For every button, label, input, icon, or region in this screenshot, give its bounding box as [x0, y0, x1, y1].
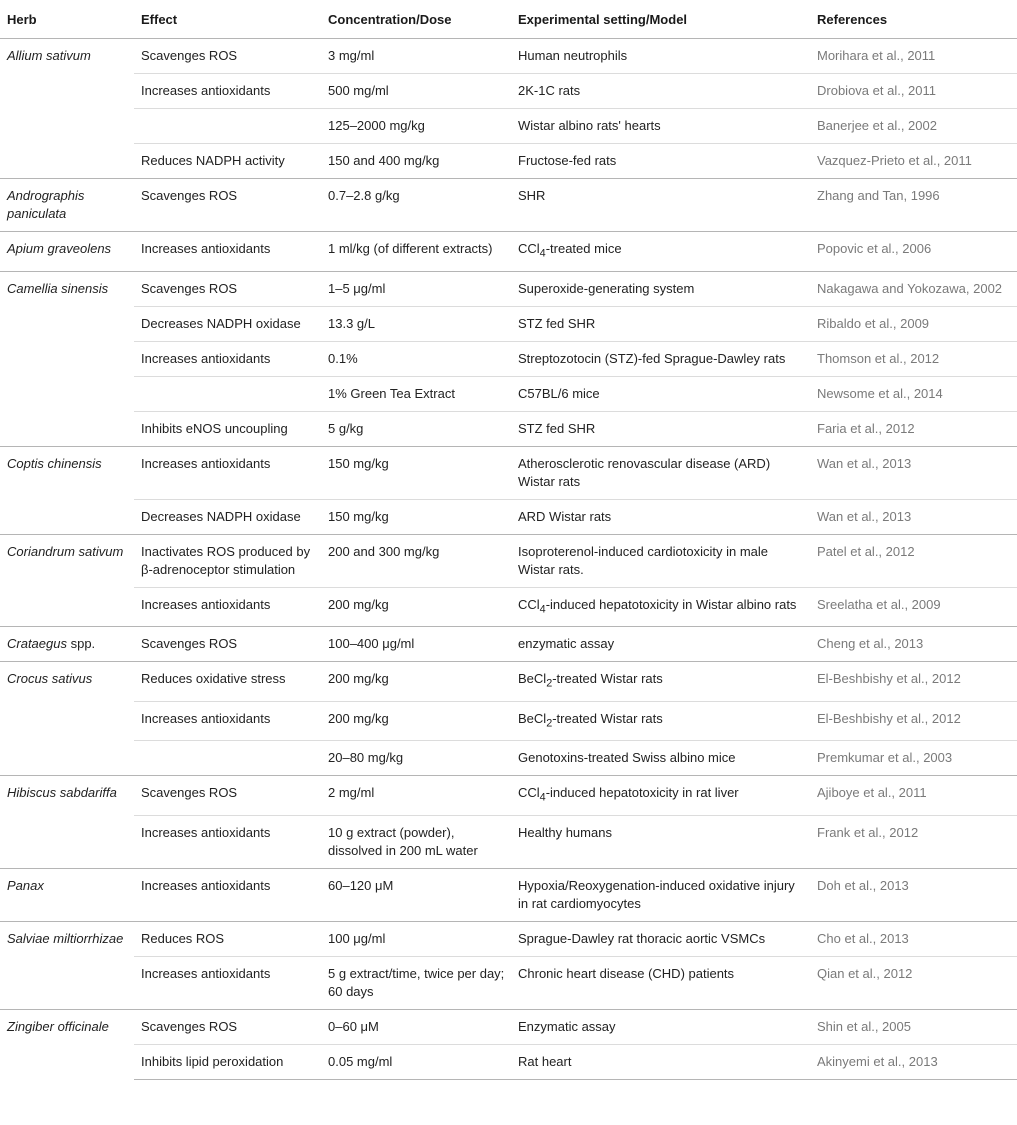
- table-row: [0, 306, 1017, 341]
- effect-cell: Inhibits lipid peroxidation: [134, 1044, 321, 1079]
- effect-cell: Increases antioxidants: [134, 341, 321, 376]
- reference-cell: Newsome et al., 2014: [810, 376, 1017, 411]
- model-cell: BeCl$_2$-treated Wistar rats: [511, 662, 810, 702]
- model-cell: STZ fed SHR: [511, 306, 810, 341]
- dose-cell: 200 mg/kg: [321, 587, 511, 627]
- header-dose: Concentration/Dose: [321, 0, 511, 39]
- dose-cell: 0.05 mg/ml: [321, 1044, 511, 1079]
- dose-cell: 150 mg/kg: [321, 499, 511, 534]
- reference-cell: Shin et al., 2005: [810, 1009, 1017, 1044]
- reference-cell: Doh et al., 2013: [810, 868, 1017, 921]
- model-cell: Isoproterenol-induced cardiotoxicity in male Wistar rats.: [511, 534, 810, 587]
- header-references: References: [810, 0, 1017, 39]
- herb-cell: [0, 179, 134, 232]
- effect-cell: [134, 741, 321, 776]
- reference-cell: Cho et al., 2013: [810, 921, 1017, 956]
- reference-cell: Thomson et al., 2012: [810, 341, 1017, 376]
- herb-name: Crataegus: [7, 636, 67, 652]
- effect-cell: Increases antioxidants: [134, 446, 321, 499]
- model-cell: Sprague-Dawley rat thoracic aortic VSMCs: [511, 921, 810, 956]
- reference-cell: Banerjee et al., 2002: [810, 109, 1017, 144]
- reference-cell: El-Beshbishy et al., 2012: [810, 701, 1017, 741]
- model-cell: Superoxide-generating system: [511, 271, 810, 306]
- model-cell: Chronic heart disease (CHD) patients: [511, 956, 810, 1009]
- dose-cell: 2 mg/ml: [321, 776, 511, 816]
- herb-name: Zingiber officinale: [7, 1018, 109, 1034]
- effect-cell: Scavenges ROS: [134, 776, 321, 816]
- herb-name: Camellia sinensis: [7, 280, 109, 296]
- herb-name: Coriandrum sativum: [7, 543, 124, 559]
- effect-cell: Inactivates ROS produced by β-adrenoceptor stimulation: [134, 534, 321, 587]
- effect-cell: Increases antioxidants: [134, 956, 321, 1009]
- model-cell: Streptozotocin (STZ)-fed Sprague-Dawley rats: [511, 341, 810, 376]
- dose-cell: 150 and 400 mg/kg: [321, 144, 511, 179]
- reference-cell: Ribaldo et al., 2009: [810, 306, 1017, 341]
- dose-cell: 100–400 μg/ml: [321, 627, 511, 662]
- dose-cell: 500 mg/ml: [321, 74, 511, 109]
- effect-cell: [134, 109, 321, 144]
- model-cell: CCl$_4$-treated mice: [511, 232, 810, 272]
- model-cell: Human neutrophils: [511, 39, 810, 74]
- table-row: [0, 411, 1017, 446]
- model-cell: enzymatic assay: [511, 627, 810, 662]
- reference-cell: Vazquez-Prieto et al., 2011: [810, 144, 1017, 179]
- effect-cell: Increases antioxidants: [134, 868, 321, 921]
- model-cell: Genotoxins-treated Swiss albino mice: [511, 741, 810, 776]
- effect-cell: Scavenges ROS: [134, 39, 321, 74]
- dose-cell: 1 ml/kg (of different extracts): [321, 232, 511, 272]
- model-cell: STZ fed SHR: [511, 411, 810, 446]
- table-row: [0, 376, 1017, 411]
- reference-cell: Nakagawa and Yokozawa, 2002: [810, 271, 1017, 306]
- effect-cell: Decreases NADPH oxidase: [134, 306, 321, 341]
- table-body: [0, 39, 1017, 1080]
- table-row: [0, 868, 1017, 921]
- herb-name: Salviae miltiorrhizae: [7, 930, 124, 946]
- reference-cell: Wan et al., 2013: [810, 499, 1017, 534]
- effect-cell: Reduces NADPH activity: [134, 144, 321, 179]
- effect-cell: Increases antioxidants: [134, 232, 321, 272]
- reference-cell: Popovic et al., 2006: [810, 232, 1017, 272]
- model-cell: Rat heart: [511, 1044, 810, 1079]
- dose-cell: 1–5 μg/ml: [321, 271, 511, 306]
- reference-cell: Ajiboye et al., 2011: [810, 776, 1017, 816]
- table-row: [0, 179, 1017, 232]
- herb-cell: [0, 534, 134, 627]
- herb-name: Andrographis paniculata: [7, 188, 85, 221]
- effect-cell: Scavenges ROS: [134, 1009, 321, 1044]
- table-row: [0, 741, 1017, 776]
- model-cell: 2K-1C rats: [511, 74, 810, 109]
- reference-cell: Wan et al., 2013: [810, 446, 1017, 499]
- model-cell: ARD Wistar rats: [511, 499, 810, 534]
- table-row: [0, 627, 1017, 662]
- dose-cell: 5 g/kg: [321, 411, 511, 446]
- model-cell: BeCl$_2$-treated Wistar rats: [511, 701, 810, 741]
- header-row: [0, 0, 1017, 39]
- table-row: [0, 776, 1017, 816]
- reference-cell: Morihara et al., 2011: [810, 39, 1017, 74]
- effect-cell: Scavenges ROS: [134, 627, 321, 662]
- table-row: [0, 1044, 1017, 1079]
- dose-cell: 0–60 μM: [321, 1009, 511, 1044]
- table-row: [0, 1009, 1017, 1044]
- effect-cell: Increases antioxidants: [134, 587, 321, 627]
- dose-cell: 0.7–2.8 g/kg: [321, 179, 511, 232]
- header-model: Experimental setting/Model: [511, 0, 810, 39]
- herb-cell: [0, 232, 134, 272]
- dose-cell: 60–120 μM: [321, 868, 511, 921]
- reference-cell: El-Beshbishy et al., 2012: [810, 662, 1017, 702]
- herb-cell: [0, 271, 134, 446]
- herb-cell: [0, 446, 134, 534]
- table-row: [0, 662, 1017, 702]
- effect-cell: Scavenges ROS: [134, 179, 321, 232]
- table-row: [0, 39, 1017, 74]
- model-cell: Hypoxia/Reoxygenation-induced oxidative injury in rat cardiomyocytes: [511, 868, 810, 921]
- effect-cell: Inhibits eNOS uncoupling: [134, 411, 321, 446]
- table-row: [0, 232, 1017, 272]
- herb-cell: [0, 662, 134, 776]
- table-row: [0, 815, 1017, 868]
- herb-name: Apium graveolens: [7, 241, 112, 256]
- dose-cell: 1% Green Tea Extract: [321, 376, 511, 411]
- table-row: [0, 109, 1017, 144]
- dose-cell: 200 mg/kg: [321, 701, 511, 741]
- table-row: [0, 499, 1017, 534]
- dose-cell: 10 g extract (powder), dissolved in 200 mL water: [321, 815, 511, 868]
- dose-cell: 5 g extract/time, twice per day; 60 days: [321, 956, 511, 1009]
- model-cell: C57BL/6 mice: [511, 376, 810, 411]
- effect-cell: Reduces oxidative stress: [134, 662, 321, 702]
- herb-cell: [0, 627, 134, 662]
- table-row: [0, 701, 1017, 741]
- model-cell: CCl$_4$-induced hepatotoxicity in Wistar albino rats: [511, 587, 810, 627]
- dose-cell: 13.3 g/L: [321, 306, 511, 341]
- dose-cell: 200 and 300 mg/kg: [321, 534, 511, 587]
- herb-suffix: spp.: [66, 636, 96, 652]
- reference-cell: Patel et al., 2012: [810, 534, 1017, 587]
- table-row: [0, 144, 1017, 179]
- model-cell: CCl$_4$-induced hepatotoxicity in rat liver: [511, 776, 810, 816]
- table-row: [0, 921, 1017, 956]
- table-row: [0, 446, 1017, 499]
- reference-cell: Qian et al., 2012: [810, 956, 1017, 1009]
- herb-cell: [0, 1009, 134, 1079]
- reference-cell: Zhang and Tan, 1996: [810, 179, 1017, 232]
- table-row: [0, 341, 1017, 376]
- table-row: [0, 271, 1017, 306]
- reference-cell: Akinyemi et al., 2013: [810, 1044, 1017, 1079]
- table-row: [0, 587, 1017, 627]
- header-effect: Effect: [134, 0, 321, 39]
- effect-cell: Increases antioxidants: [134, 74, 321, 109]
- herb-name: Panax: [7, 877, 44, 893]
- table-header: [0, 0, 1017, 39]
- reference-cell: Sreelatha et al., 2009: [810, 587, 1017, 627]
- reference-cell: Frank et al., 2012: [810, 815, 1017, 868]
- herb-name: Crocus sativus: [7, 671, 93, 687]
- model-cell: SHR: [511, 179, 810, 232]
- effect-cell: [134, 376, 321, 411]
- dose-cell: 150 mg/kg: [321, 446, 511, 499]
- herb-cell: [0, 868, 134, 921]
- model-cell: Enzymatic assay: [511, 1009, 810, 1044]
- effect-cell: Scavenges ROS: [134, 271, 321, 306]
- model-cell: Wistar albino rats' hearts: [511, 109, 810, 144]
- dose-cell: 100 μg/ml: [321, 921, 511, 956]
- dose-cell: 3 mg/ml: [321, 39, 511, 74]
- effect-cell: Increases antioxidants: [134, 701, 321, 741]
- reference-cell: Faria et al., 2012: [810, 411, 1017, 446]
- herb-name: Coptis chinensis: [7, 455, 102, 471]
- dose-cell: 20–80 mg/kg: [321, 741, 511, 776]
- herb-name: Hibiscus sabdariffa: [7, 785, 117, 801]
- model-cell: Fructose-fed rats: [511, 144, 810, 179]
- model-cell: Atherosclerotic renovascular disease (ARD) Wistar rats: [511, 446, 810, 499]
- dose-cell: 200 mg/kg: [321, 662, 511, 702]
- reference-cell: Cheng et al., 2013: [810, 627, 1017, 662]
- dose-cell: 125–2000 mg/kg: [321, 109, 511, 144]
- reference-cell: Drobiova et al., 2011: [810, 74, 1017, 109]
- effect-cell: Increases antioxidants: [134, 815, 321, 868]
- table-row: [0, 74, 1017, 109]
- dose-cell: 0.1%: [321, 341, 511, 376]
- herb-cell: [0, 921, 134, 1009]
- effect-cell: Decreases NADPH oxidase: [134, 499, 321, 534]
- table-row: [0, 956, 1017, 1009]
- model-cell: Healthy humans: [511, 815, 810, 868]
- herb-name: Allium sativum: [7, 48, 91, 63]
- effect-cell: Reduces ROS: [134, 921, 321, 956]
- reference-cell: Premkumar et al., 2003: [810, 741, 1017, 776]
- herb-cell: [0, 39, 134, 179]
- table-row: [0, 534, 1017, 587]
- header-herb: Herb: [0, 0, 134, 39]
- herb-cell: [0, 776, 134, 869]
